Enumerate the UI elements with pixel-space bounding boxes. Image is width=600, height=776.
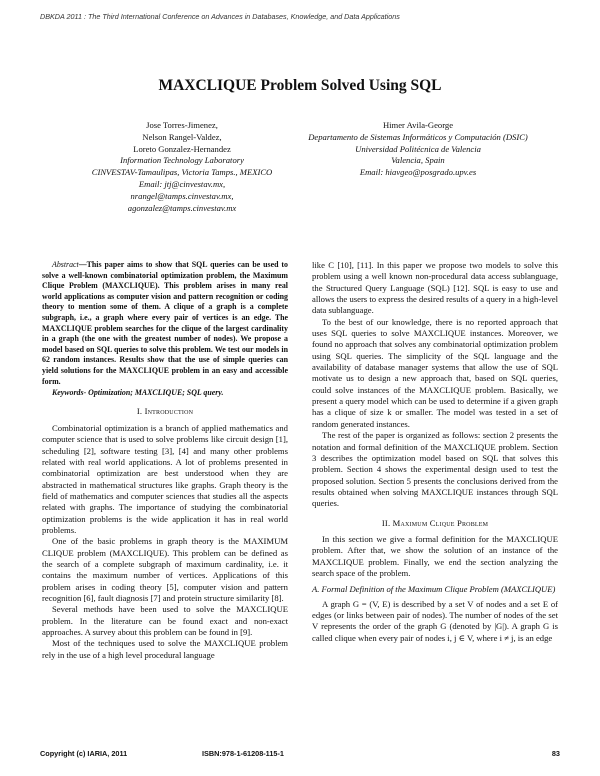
paper-title: MAXCLIQUE Problem Solved Using SQL	[158, 77, 442, 94]
author-affiliation: CINVESTAV-Tamaulipas, Victoria Tamps., MEXICO	[91, 167, 273, 178]
page-number: 83	[551, 749, 560, 758]
keywords: Keywords- Optimization; MAXCLIQUE; SQL query.	[52, 388, 224, 398]
author-affiliation: Departamento de Sistemas Informáticos y Computación (DSIC)	[308, 131, 528, 142]
page-footer	[40, 749, 560, 761]
author-block-left	[62, 120, 302, 214]
abstract-text: —This paper aims to show that SQL queries can be used to solve a well-known combinatorial optimization problem, the Maximum Clique Problem (MAXCLIQUE). This problem arises in many real world applications as computer vision and pattern recognition or coding theory to mention some of them. A clique of a graph is a complete subgraph, i.e., a graph where every pair of vertices is an edge. The MAXCLIQUE problem searches for the clique of the largest cardinality in a graph (the one with the greatest number of nodes). We propose a model based on SQL queries to solve this problem. We test our models in 62 random instances. Results show that the use of simple queries can yield solutions for the MAXCLIQUE problem in an easy and accessible form.	[42, 260, 288, 386]
author-name: Nelson Rangel-Valdez,	[142, 131, 222, 142]
paragraph: To the best of our knowledge, there is no reported approach that uses SQL queries to solve MAXCLIQUE instances. Moreover, we found no approach that solves any combinatorial optimization problem using SQL queries. The simplicity of the SQL language and the availability of database manager systems that allow the use of SQL motivate us to design a new approach that, based on SQL queries, could solve instances of the MAXCLIQUE problem. Basically, we present a query model which can be used to determine if a given graph has a clique of size k or smaller. The model was tested in a set of random generated instances.	[312, 316, 558, 429]
author-affiliation: Valencia, Spain	[391, 155, 445, 166]
author-email: Email: jtj@cinvestav.mx,	[138, 178, 226, 189]
author-email: nrangel@tamps.cinvestav.mx,	[130, 190, 234, 201]
right-column	[312, 260, 558, 644]
left-column	[42, 260, 288, 661]
paragraph: One of the basic problems in graph theory is the MAXIMUM CLIQUE problem (MAXCLIQUE). This problem can be defined as the search of a complete subgraph of maximum cardinality, i.e. it contains the maximum number of vertices. Applications of this problem arises in coding theory [5], computer vision and pattern recognition [6], fault diagnosis [7] and protein structure similarity [8].	[42, 536, 288, 603]
author-affiliation: Information Technology Laboratory	[120, 155, 244, 166]
author-name: Jose Torres-Jimenez,	[146, 120, 218, 130]
abstract-label: Abstract	[52, 260, 79, 269]
running-head: DBKDA 2011 : The Third International Conference on Advances in Databases, Knowledge, and Data Applications	[40, 12, 400, 21]
paragraph: The rest of the paper is organized as follows: section 2 presents the notation and formal definition of the MAXCLIQUE problem. Section 3 describes the optimization model based on SQL that solves this problem. Section 4 shows the experimental design used to test the proposed solution. Section 5 presents the conclusions derived from the results obtained when solving MAXCLIQUE instances through SQL queries.	[312, 430, 558, 509]
paragraph: Several methods have been used to solve the MAXCLIQUE problem. In the literature can be found exact and non-exact approaches. A survey about this problem can be found in [9].	[42, 604, 288, 637]
abstract	[42, 260, 288, 387]
section-heading-introduction: I. Introduction	[136, 406, 194, 417]
paragraph: Combinatorial optimization is a branch of applied mathematics and computer science that is used to solve problems like circuit design [1], scheduling [2], software testing [3], [4] and many other problems related with real world applications. A lot of problems presented in combinatorial optimization are best understood when they are abstracted in mathematical structures like graphs. Graph theory is the field of mathematics and computer sciences that studies all the aspects related with graphs. The importance of studying the combinatorial optimization problems is the wide application it has in real world problems.	[42, 422, 288, 535]
author-name: Himer Avila-George	[382, 120, 454, 130]
author-affiliation: Universidad Politécnica de Valencia	[355, 143, 481, 154]
paragraph: In this section we give a formal definition for the MAXCLIQUE problem. After that, we show the solution of an instance of the MAXCLIQUE problem. Finally, we end the section analyzing the search space of the problem.	[312, 533, 558, 578]
paragraph: A graph G = (V, E) is described by a set V of nodes and a set E of edges (or links between pair of nodes). The number of nodes of the set V represents the order of the graph G (denoted by |G|). A graph G is called clique when every pair of nodes i, j ∈ V, where i ≠ j, is an edge	[312, 598, 558, 643]
footer-copyright: Copyright (c) IARIA, 2011	[40, 749, 128, 758]
author-block-right	[268, 120, 568, 179]
author-email: agonzalez@tamps.cinvestav.mx	[127, 202, 237, 213]
paragraph: Most of the techniques used to solve the MAXCLIQUE problem rely in the use of a high level procedural language	[42, 638, 288, 660]
section-heading-maximum-clique: II. Maximum Clique Problem	[381, 517, 489, 528]
footer-isbn: ISBN:978-1-61208-115-1	[202, 749, 284, 758]
author-email: Email: hiavgeo@posgrado.upv.es	[359, 167, 477, 178]
paragraph: like C [10], [11]. In this paper we propose two models to solve this problem using a well known non-procedural data access sublanguage, the Structured Query Language (SQL) [12]. SQL is easy to use and allows the users to express the desired results of a query in a high-level data sublanguage.	[312, 260, 558, 316]
subsection-heading: A. Formal Definition of the Maximum Clique Problem (MAXCLIQUE)	[312, 584, 556, 595]
author-name: Loreto Gonzalez-Hernandez	[133, 143, 231, 154]
